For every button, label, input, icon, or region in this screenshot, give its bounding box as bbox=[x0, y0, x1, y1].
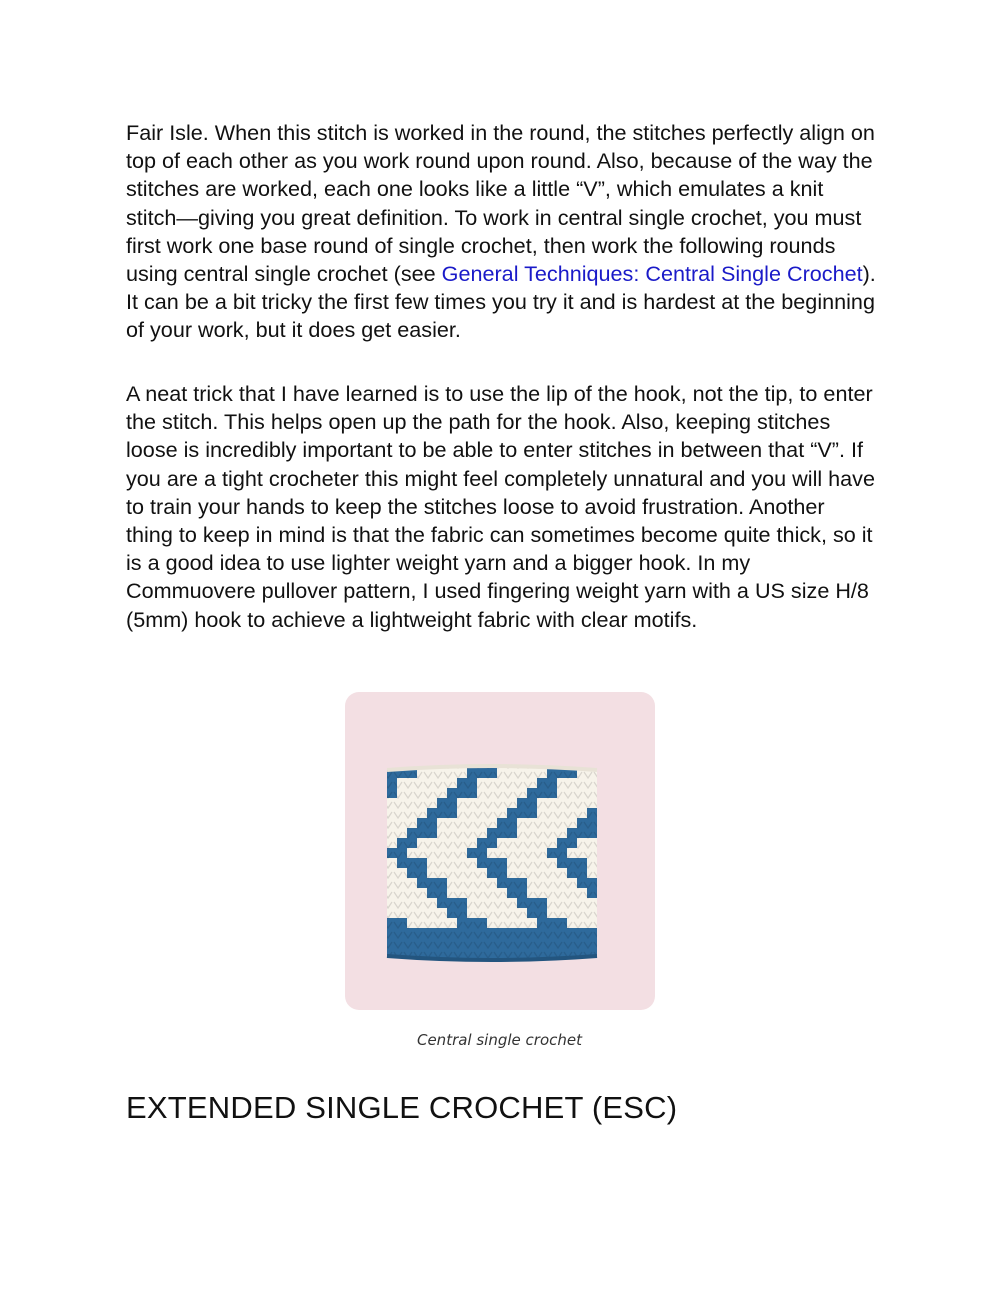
paragraph-1-text-end: ). It can be a bit tricky the first few times you try it and is hardest at the beginning of your work, but it does get easier. bbox=[126, 261, 876, 343]
paragraph-2: A neat trick that I have learned is to use the lip of the hook, not the tip, to enter the stitch. This helps open up the path for the hook. Also, keeping stitches loose is incredibly important to be able to enter stitches in between that “V”. If you are a tight crocheter this might feel completely unnatural and you will have to train your hands to keep the stitches loose to avoid frustration. Another thing to keep in mind is that the fabric can sometimes become quite thick, so it is a good idea to use lighter weight yarn and a bigger hook. In my Commuovere pullover pattern, I used fingering weight yarn with a US size H/8 (5mm) hook to achieve a lightweight fabric with clear motifs. bbox=[126, 381, 875, 632]
paragraph-1-text-start: Fair Isle. When this stitch is worked in the round, the stitches perfectly align on top of each other as you work round upon round. Also, because of the way the stitches are worked, each one looks like a little “V”, which emulates a knit stitch—giving you great definition. To work in central single crochet, you must first work one base round of single crochet, then work the following rounds using central single crochet (see bbox=[126, 120, 875, 287]
crochet-swatch-image bbox=[343, 690, 657, 1012]
section-heading: EXTENDED SINGLE CROCHET (ESC) bbox=[126, 1090, 678, 1125]
figure-caption: Central single crochet bbox=[416, 1031, 582, 1049]
general-techniques-link[interactable]: General Techniques: Central Single Crochet bbox=[441, 261, 863, 287]
crochet-swatch-figure bbox=[343, 690, 657, 1012]
paragraph-1 bbox=[126, 119, 876, 345]
swatch bbox=[387, 766, 597, 960]
